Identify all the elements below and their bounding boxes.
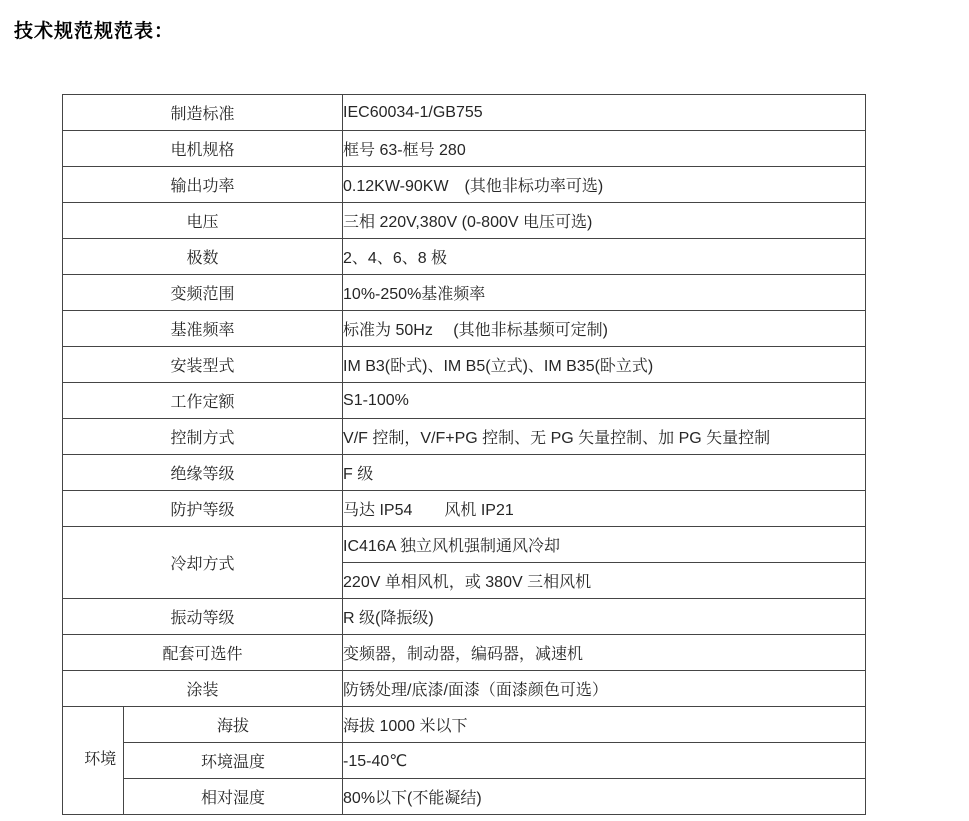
spec-label: 电压 [63, 203, 343, 239]
spec-value-cooling-1: IC416A 独立风机强制通风冷却 [343, 527, 866, 563]
table-row [63, 347, 866, 383]
spec-value-cooling-2: 220V 单相风机，或 380V 三相风机 [343, 563, 866, 599]
table-row [63, 203, 866, 239]
spec-sublabel: 环境温度 [124, 743, 343, 779]
spec-label-cooling: 冷却方式 [63, 527, 343, 599]
table-row-environment-3 [63, 779, 866, 815]
spec-label: 输出功率 [63, 167, 343, 203]
table-row [63, 383, 866, 419]
spec-value: 三相 220V,380V (0-800V 电压可选) [343, 203, 866, 239]
spec-value: 标准为 50Hz (其他非标基频可定制) [343, 311, 866, 347]
table-row [63, 599, 866, 635]
table-row [63, 131, 866, 167]
spec-value: 防锈处理/底漆/面漆（面漆颜色可选） [343, 671, 866, 707]
table-row [63, 239, 866, 275]
spec-value: 马达 IP54 风机 IP21 [343, 491, 866, 527]
environment-group-label [63, 707, 124, 815]
spec-label: 变频范围 [63, 275, 343, 311]
table-row [63, 671, 866, 707]
environment-group-label-text: 环境 [84, 751, 117, 769]
spec-value: IEC60034-1/GB755 [343, 95, 866, 131]
spec-value: 2、4、6、8 极 [343, 239, 866, 275]
table-row-cooling-1 [63, 527, 866, 563]
spec-label: 安装型式 [63, 347, 343, 383]
spec-label: 工作定额 [63, 383, 343, 419]
spec-label: 极数 [63, 239, 343, 275]
spec-value: 海拔 1000 米以下 [343, 707, 866, 743]
spec-label: 配套可选件 [63, 635, 343, 671]
table-row [63, 95, 866, 131]
spec-value: 10%-250%基准频率 [343, 275, 866, 311]
spec-label: 绝缘等级 [63, 455, 343, 491]
spec-label: 控制方式 [63, 419, 343, 455]
spec-sublabel: 相对湿度 [124, 779, 343, 815]
table-row [63, 419, 866, 455]
spec-label: 涂装 [63, 671, 343, 707]
spec-label: 制造标准 [63, 95, 343, 131]
spec-value: IM B3(卧式)、IM B5(立式)、IM B35(卧立式) [343, 347, 866, 383]
spec-value: V/F 控制，V/F+PG 控制、无 PG 矢量控制、加 PG 矢量控制 [343, 419, 866, 455]
spec-value: S1-100% [343, 383, 866, 419]
spec-table [62, 94, 866, 815]
spec-value: -15-40℃ [343, 743, 866, 779]
spec-value: 0.12KW-90KW (其他非标功率可选) [343, 167, 866, 203]
spec-label: 电机规格 [63, 131, 343, 167]
spec-label: 振动等级 [63, 599, 343, 635]
spec-sublabel: 海拔 [124, 707, 343, 743]
spec-value: 框号 63-框号 280 [343, 131, 866, 167]
page-title: 技术规范规范表： [14, 21, 175, 42]
spec-label: 防护等级 [63, 491, 343, 527]
spec-label: 基准频率 [63, 311, 343, 347]
spec-value: 变频器，制动器，编码器，减速机 [343, 635, 866, 671]
table-row-environment-2 [63, 743, 866, 779]
spec-value: R 级(降振级) [343, 599, 866, 635]
table-row-environment-1 [63, 707, 866, 743]
table-row [63, 455, 866, 491]
spec-value: 80%以下(不能凝结) [343, 779, 866, 815]
table-row [63, 275, 866, 311]
table-row [63, 167, 866, 203]
table-row [63, 635, 866, 671]
spec-value: F 级 [343, 455, 866, 491]
table-row [63, 311, 866, 347]
table-row [63, 491, 866, 527]
